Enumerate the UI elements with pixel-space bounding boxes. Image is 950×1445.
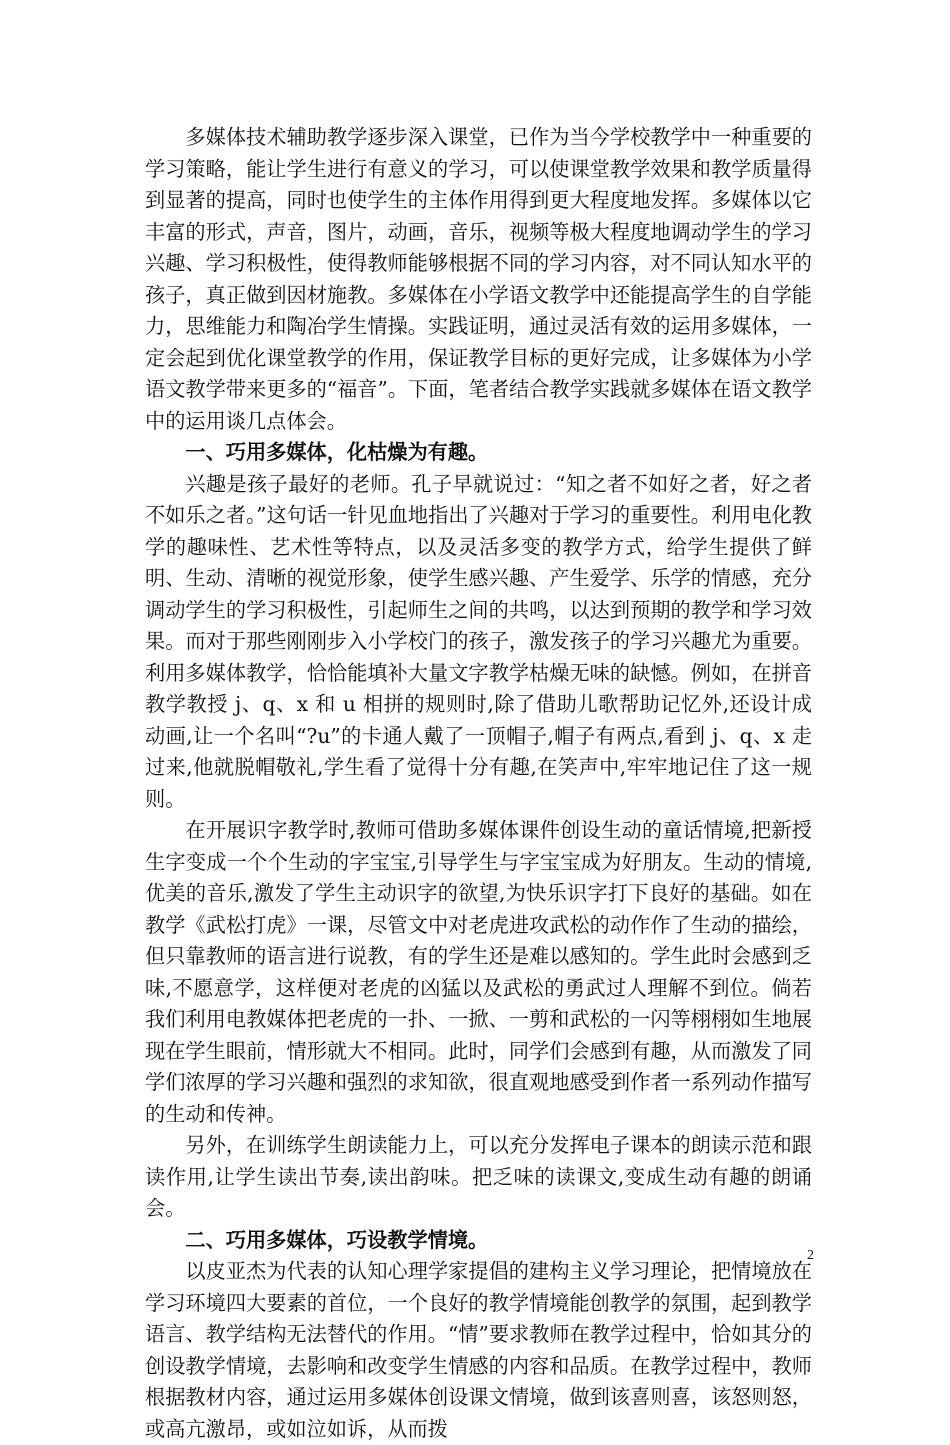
- paragraph-intro: 多媒体技术辅助教学逐步深入课堂，已作为当今学校教学中一种重要的学习策略，能让学生进行有意义的学习，可以使课堂教学效果和教学质量得到显著的提高，同时也使学生的主体作用得到更大程度地发挥。多媒体以它丰富的形式，声音，图片，动画，音乐，视频等极大程度地调动学生的学习兴趣、学习积极性，使得教师能够根据不同的学习内容，对不同认知水平的孩子，真正做到因材施教。多媒体在小学语文教学中还能提高学生的自学能力，思维能力和陶冶学生情操。实践证明，通过灵活有效的运用多媒体，一定会起到优化课堂教学的作用，保证教学目标的更好完成，让多媒体为小学语文教学带来更多的“福音”。下面，笔者结合教学实践就多媒体在语文教学中的运用谈几点体会。: [145, 125, 812, 433]
- paragraph-interest: 兴趣是孩子最好的老师。孔子早就说过：“知之者不如好之者，好之者不如乐之者。”这句话一针见血地指出了兴趣对于学习的重要性。利用电化教学的趣味性、艺术性等特点，以及灵活多变的教学方式，给学生提供了鲜明、生动、清晰的视觉形象，使学生感兴趣、产生爱学、乐学的情感，充分调动学生的学习积极性，引起师生之间的共鸣，以达到预期的教学和学习效果。而对于那些刚刚步入小学校门的孩子，激发孩子的学习兴趣尤为重要。利用多媒体教学，恰恰能填补大量文字教学枯燥无味的缺憾。例如，在拼音教学教授 j、q、x 和 u 相拼的规则时,除了借助儿歌帮助记忆外,还设计成动画,让一个名叫“?u”的卡通人戴了一顶帽子,帽子有两点,看到 j、q、x 走过来,他就脱帽敬礼,学生看了觉得十分有趣,在笑声中,牢牢地记住了这一规则。: [145, 471, 812, 811]
- page-number: 2: [807, 1248, 814, 1263]
- document-body: [145, 122, 812, 1445]
- paragraph-situation: 以皮亚杰为代表的认知心理学家提倡的建构主义学习理论，把情境放在学习环境四大要素的首位，一个良好的教学情境能创教学的氛围，起到教学语言、教学结构无法替代的作用。“情”要求教师在教学过程中，恰如其分的创设教学情境，去影响和改变学生情感的内容和品质。在教学过程中，教师根据教材内容，通过运用多媒体创设课文情境，做到该喜则喜，该怒则怒，或高亢激昂，或如泣如诉，从而拨: [145, 1259, 812, 1441]
- paragraph-reading: 另外，在训练学生朗读能力上，可以充分发挥电子课本的朗读示范和跟读作用,让学生读出节奏,读出韵味。把乏味的读课文,变成生动有趣的朗诵会。: [145, 1133, 812, 1220]
- section-heading-2: 二、巧用多媒体，巧设教学情境。: [185, 1227, 489, 1252]
- paragraph-literacy: 在开展识字教学时,教师可借助多媒体课件创设生动的童话情境,把新授生字变成一个个生动的字宝宝,引导学生与字宝宝成为好朋友。生动的情境,优美的音乐,激发了学生主动识字的欲望,为快乐识字打下良好的基础。如在教学《武松打虎》一课，尽管文中对老虎进攻武松的动作作了生动的描绘，但只靠教师的语言进行说教，有的学生还是难以感知的。学生此时会感到乏味,不愿意学，这样便对老虎的凶猛以及武松的勇武过人理解不到位。倘若我们利用电教媒体把老虎的一扑、一掀、一剪和武松的一闪等栩栩如生地展现在学生眼前，情形就大不相同。此时，同学们会感到有趣，从而激发了同学们浓厚的学习兴趣和强烈的求知欲，很直观地感受到作者一系列动作描写的生动和传神。: [145, 818, 812, 1126]
- section-heading-1: 一、巧用多媒体，化枯燥为有趣。: [185, 440, 489, 464]
